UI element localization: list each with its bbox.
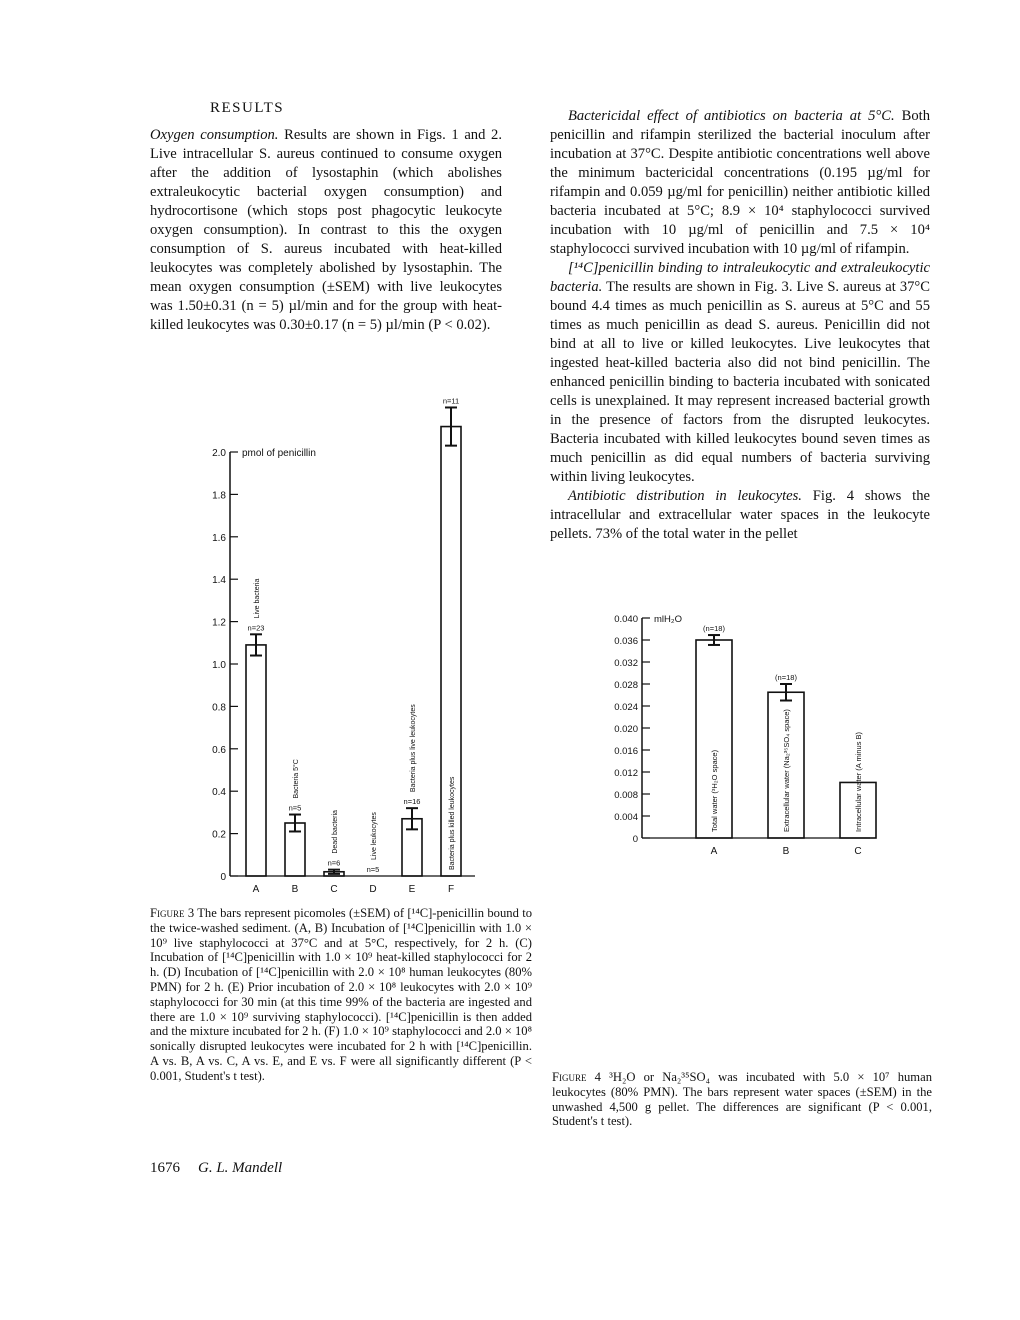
paragraph-body: Both penicillin and rifampin sterilized the bacterial inoculum after incubation at 37°C. Despite antibiotic concentrations well above the minimum bactericidal concentrations (0.195 µg/ml for rifampin and 0.059 µg/ml for penicillin) neither antibiotic killed bacteria incubated at 5°C; 8.9 × 10⁴ staphylococci survived incubation with 10 µg/ml of penicillin and 7.5 × 10⁴ staphylococci survived incubation with 10 µg/ml of rifampin. bbox=[550, 108, 930, 257]
n-label: (n=18) bbox=[703, 624, 725, 634]
paragraph bbox=[150, 126, 502, 335]
figure-4-chart bbox=[590, 600, 890, 866]
left-column-text bbox=[150, 126, 502, 335]
bar-description: Extracellular water (Na₂³⁵SO₄ space) bbox=[782, 709, 791, 832]
bar bbox=[246, 645, 266, 876]
y-tick-label: 1.8 bbox=[212, 490, 226, 502]
y-tick-label: 0.016 bbox=[614, 746, 638, 757]
y-tick-label: 0.028 bbox=[614, 680, 638, 691]
x-category-label: B bbox=[291, 884, 299, 895]
paragraph bbox=[550, 107, 930, 259]
figure-3-chart bbox=[190, 390, 490, 900]
y-tick-label: 0.040 bbox=[614, 614, 638, 625]
y-tick-label: 0.036 bbox=[614, 636, 638, 647]
bar-description: Dead bacteria bbox=[332, 810, 339, 854]
x-category-label: F bbox=[447, 884, 455, 895]
running-author: G. L. Mandell bbox=[198, 1160, 283, 1176]
y-tick-label: 0.004 bbox=[614, 812, 638, 823]
x-category-label: D bbox=[369, 884, 377, 895]
figure-3-caption bbox=[150, 906, 532, 1084]
n-label: n=5 bbox=[366, 865, 380, 874]
x-category-label: A bbox=[710, 846, 718, 857]
y-axis-label: pmol of penicillin bbox=[242, 448, 316, 459]
paragraph-body: The results are shown in Fig. 3. Live S. aureus at 37°C bound 4.4 times as much penicillin as S. aureus at 5°C and 55 times as much penicillin as dead S. aureus. Penicillin did not bind at all to live or killed leukocytes. Live leukocytes that ingested heat-killed bacteria also did not bind penicillin. The enhanced penicillin binding to bacteria incubated with sonicated cells is unexplained. It may represent increased bacterial growth in the presence of factors from the disrupted leukocytes. Bacteria incubated with killed leukocytes bound seven times as much penicillin as did equal numbers of bacteria surviving within living leukocytes. bbox=[550, 279, 930, 485]
caption-label: Figure 4 bbox=[552, 1070, 601, 1084]
section-heading: RESULTS bbox=[210, 100, 285, 116]
n-label: n=16 bbox=[403, 797, 421, 807]
y-tick-label: 0.024 bbox=[614, 702, 638, 713]
y-tick-label: 2.0 bbox=[212, 448, 226, 459]
paragraph-body: Results are shown in Figs. 1 and 2. Live intracellular S. aureus continued to consume oxygen after the addition of lysostaphin (which abolishes extraleukocytic bacterial oxygen consumption) and hydrocortisone (which stops post phagocytic leukocyte oxygen consumption). In contrast to this the oxygen consumption of S. aureus incubated with heat-killed leukocytes was completely abolished by lysostaphin. The mean oxygen consumption (±SEM) with live leukocytes was 1.50±0.31 (n = 5) µl/min and for the group with heat-killed leukocytes was 0.30±0.17 (n = 5) µl/min (P < 0.02). bbox=[150, 127, 502, 333]
page-number: 1676 bbox=[150, 1160, 180, 1176]
paragraph-lead: Oxygen consumption. bbox=[150, 127, 279, 143]
y-tick-label: 0.012 bbox=[614, 768, 638, 779]
paragraph-lead: Bactericidal effect of antibiotics on bacteria at 5°C. bbox=[568, 108, 895, 124]
right-column-text bbox=[550, 107, 930, 544]
bar-description: Live leukocytes bbox=[371, 812, 378, 860]
caption-label: Figure 3 bbox=[150, 906, 195, 920]
paragraph bbox=[550, 259, 930, 487]
n-label: n=11 bbox=[442, 396, 460, 406]
n-label: (n=18) bbox=[775, 673, 797, 682]
bar-description: Bacteria plus killed leukocytes bbox=[449, 776, 456, 870]
bar-description: Intracellular water (A minus B) bbox=[854, 731, 863, 832]
x-category-label: C bbox=[854, 846, 862, 857]
x-category-label: C bbox=[330, 884, 338, 895]
y-axis-label: mlH₂O bbox=[654, 614, 682, 625]
n-label: n=23 bbox=[247, 623, 265, 633]
bar-description: Bacteria 5°C bbox=[293, 759, 300, 799]
y-tick-label: 0 bbox=[632, 834, 638, 845]
y-tick-label: 0.4 bbox=[212, 787, 226, 799]
caption-text: ³H₂O or Na₂³⁵SO₄ was incubated with 5.0 × 10⁷ human leukocytes (80% PMN). The bars represent water spaces (±SEM) in the unwashed 4,500 g pellet. The differences are significant (P < 0.001, Student's t test). bbox=[552, 1070, 932, 1129]
x-category-label: B bbox=[782, 846, 790, 857]
x-category-label: E bbox=[408, 884, 416, 895]
bar-description: Live bacteria bbox=[254, 578, 261, 619]
bar-description: Bacteria plus live leukocytes bbox=[410, 704, 417, 793]
y-tick-label: 1.4 bbox=[212, 575, 226, 587]
y-tick-label: 1.0 bbox=[212, 660, 226, 671]
figure-4-caption bbox=[552, 1070, 932, 1129]
y-tick-label: 0.8 bbox=[212, 702, 226, 714]
n-label: n=5 bbox=[288, 803, 302, 813]
paragraph-lead: [¹⁴C]penicillin binding to intraleukocytic and extraleukocytic bacteria. bbox=[550, 260, 930, 295]
paragraph-body: Fig. 4 shows the intracellular and extracellular water spaces in the leukocyte pellets. 73% of the total water in the pellet bbox=[550, 488, 930, 542]
paragraph-lead: Antibiotic distribution in leukocytes. bbox=[568, 488, 802, 504]
y-tick-label: 0.020 bbox=[614, 724, 638, 735]
bar-description: Total water (³H₂O space) bbox=[710, 749, 719, 832]
caption-text: The bars represent picomoles (±SEM) of [¹⁴C]-penicillin bound to the twice-washed sediment. (A, B) Incubation of [¹⁴C]penicillin with 1.0 × 10⁹ live staphylococci at 37°C and at 5°C, respectively, for 2 h. (C) Incubation of [¹⁴C]penicillin with 1.0 × 10⁹ heat-killed staphylococci for 2 h. (D) Incubation of [¹⁴C]penicillin with 2.0 × 10⁸ human leukocytes (80% PMN) for 2 h. (E) Prior incubation of 2.0 × 10⁸ leukocytes with 2.0 × 10⁹ staphylococci for 30 min (at this time 99% of the bacteria are ingested and there are 1.0 × 10⁹ surviving staphylococci). [¹⁴C]penicillin is then added and the mixture incubated for 2 h. (F) 1.0 × 10⁹ staphylococci and 2.0 × 10⁸ sonically disrupted leukocytes were incubated for 2 h with [¹⁴C]penicillin. A vs. B, A vs. C, A vs. E, and E vs. F were all significantly different (P < 0.001, Student's t test). bbox=[150, 906, 532, 1083]
paragraph bbox=[550, 487, 930, 544]
y-tick-label: 1.6 bbox=[212, 532, 226, 544]
y-tick-label: 1.2 bbox=[212, 617, 226, 629]
y-tick-label: 0.6 bbox=[212, 744, 226, 756]
y-tick-label: 0.2 bbox=[212, 829, 226, 841]
page-footer bbox=[150, 1160, 282, 1177]
y-tick-label: 0.032 bbox=[614, 658, 638, 669]
n-label: n=6 bbox=[327, 858, 341, 868]
y-tick-label: 0.008 bbox=[614, 790, 638, 801]
x-category-label: A bbox=[252, 884, 260, 895]
y-tick-label: 0 bbox=[220, 872, 226, 883]
